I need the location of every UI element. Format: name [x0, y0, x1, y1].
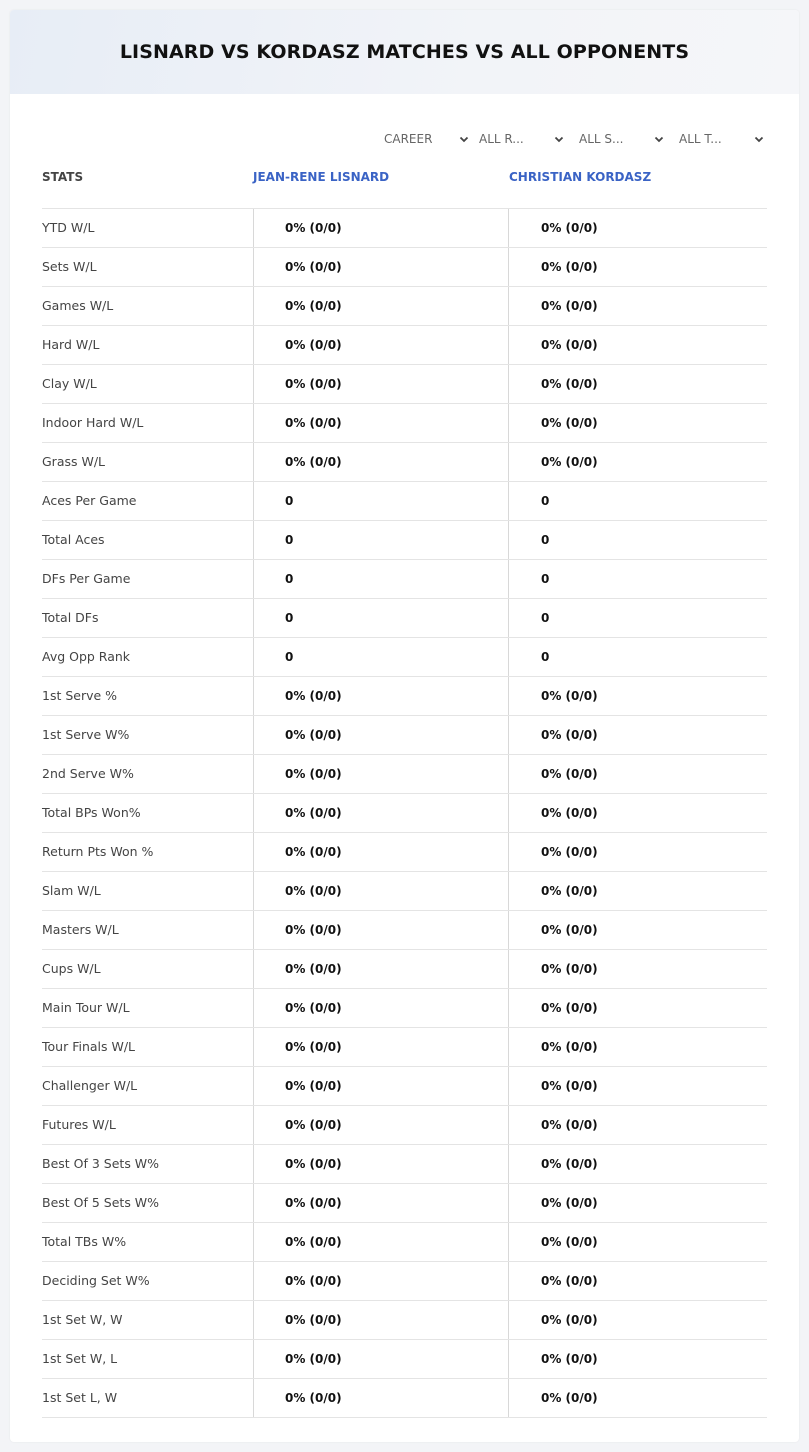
- player1-stat-value: 0% (0/0): [285, 1157, 342, 1171]
- chevron-down-icon: [653, 133, 665, 145]
- table-row: [42, 599, 767, 638]
- card-header: [10, 10, 799, 94]
- column-divider: [508, 872, 509, 910]
- player1-stat-value: 0% (0/0): [285, 962, 342, 976]
- stat-label: Total BPs Won%: [42, 805, 141, 820]
- player2-stat-value: 0% (0/0): [541, 845, 598, 859]
- table-row: [42, 365, 767, 404]
- stat-label: Cups W/L: [42, 961, 101, 976]
- stat-label: Masters W/L: [42, 922, 119, 937]
- column-divider: [508, 1301, 509, 1339]
- column-divider: [508, 443, 509, 481]
- player2-stat-value: 0% (0/0): [541, 1040, 598, 1054]
- player1-stat-value: 0% (0/0): [285, 377, 342, 391]
- column-divider: [508, 1184, 509, 1222]
- player2-stat-value: 0% (0/0): [541, 221, 598, 235]
- stat-label: Futures W/L: [42, 1117, 116, 1132]
- player2-stat-value: 0% (0/0): [541, 1118, 598, 1132]
- player1-stat-value: 0: [285, 494, 294, 508]
- stat-label: Total TBs W%: [42, 1234, 127, 1249]
- stat-label: Sets W/L: [42, 259, 97, 274]
- stat-label: Slam W/L: [42, 883, 101, 898]
- column-divider: [253, 560, 254, 598]
- column-divider: [508, 794, 509, 832]
- player2-stat-value: 0: [541, 611, 550, 625]
- stat-label: 1st Set W, W: [42, 1312, 123, 1327]
- player1-stat-value: 0% (0/0): [285, 1391, 342, 1405]
- player1-stat-value: 0% (0/0): [285, 1352, 342, 1366]
- column-divider: [508, 248, 509, 286]
- surface-filter-select[interactable]: [579, 128, 665, 150]
- column-divider: [253, 1145, 254, 1183]
- table-row: [42, 208, 767, 248]
- player1-stat-value: 0% (0/0): [285, 1040, 342, 1054]
- column-divider: [253, 1223, 254, 1261]
- player2-stat-value: 0% (0/0): [541, 962, 598, 976]
- column-divider: [508, 677, 509, 715]
- column-divider: [508, 833, 509, 871]
- player1-stat-value: 0% (0/0): [285, 923, 342, 937]
- table-row: [42, 950, 767, 989]
- filter-label: ALL S...: [579, 132, 624, 146]
- player1-stat-value: 0% (0/0): [285, 338, 342, 352]
- column-divider: [253, 1340, 254, 1378]
- table-row: [42, 1145, 767, 1184]
- column-divider: [253, 716, 254, 754]
- table-row: [42, 1340, 767, 1379]
- stat-label: 2nd Serve W%: [42, 766, 134, 781]
- column-divider: [508, 404, 509, 442]
- player2-stat-value: 0: [541, 533, 550, 547]
- column-divider: [508, 287, 509, 325]
- column-divider: [253, 209, 254, 247]
- table-row: [42, 560, 767, 599]
- table-row: [42, 833, 767, 872]
- player1-stat-value: 0% (0/0): [285, 728, 342, 742]
- player1-stat-value: 0% (0/0): [285, 299, 342, 313]
- table-row: [42, 326, 767, 365]
- player2-stat-value: 0% (0/0): [541, 1313, 598, 1327]
- table-row: [42, 482, 767, 521]
- player2-stat-value: 0% (0/0): [541, 1274, 598, 1288]
- player1-stat-value: 0% (0/0): [285, 689, 342, 703]
- column-divider: [253, 1028, 254, 1066]
- column-divider: [508, 365, 509, 403]
- stat-label: 1st Set L, W: [42, 1390, 118, 1405]
- player2-stat-value: 0% (0/0): [541, 1235, 598, 1249]
- table-row: [42, 1262, 767, 1301]
- filter-label: ALL T...: [679, 132, 722, 146]
- stat-label: Grass W/L: [42, 454, 106, 469]
- column-divider: [508, 521, 509, 559]
- player2-stat-value: 0: [541, 572, 550, 586]
- table-row: [42, 677, 767, 716]
- player1-stat-value: 0% (0/0): [285, 221, 342, 235]
- player1-stat-value: 0% (0/0): [285, 1313, 342, 1327]
- player2-stat-value: 0% (0/0): [541, 923, 598, 937]
- player1-stat-value: 0: [285, 611, 294, 625]
- stats-card: [10, 10, 799, 1442]
- round-filter-select[interactable]: [479, 128, 565, 150]
- column-divider: [253, 1106, 254, 1144]
- stat-label: Return Pts Won %: [42, 844, 154, 859]
- stat-label: Challenger W/L: [42, 1078, 138, 1093]
- stat-label: 1st Serve %: [42, 688, 118, 703]
- column-divider: [253, 443, 254, 481]
- stat-label: Total Aces: [42, 532, 105, 547]
- player2-stat-value: 0% (0/0): [541, 1001, 598, 1015]
- column-divider: [508, 1067, 509, 1105]
- column-divider: [508, 1262, 509, 1300]
- column-divider: [253, 1379, 254, 1417]
- table-row: [42, 716, 767, 755]
- column-divider: [253, 326, 254, 364]
- player2-stat-value: 0% (0/0): [541, 338, 598, 352]
- player2-stat-value: 0% (0/0): [541, 884, 598, 898]
- stat-label: DFs Per Game: [42, 571, 131, 586]
- table-row: [42, 1301, 767, 1340]
- stat-label: 1st Set W, L: [42, 1351, 118, 1366]
- column-divider: [253, 755, 254, 793]
- player2-stat-value: 0% (0/0): [541, 1352, 598, 1366]
- column-divider: [253, 911, 254, 949]
- player1-stat-value: 0% (0/0): [285, 1196, 342, 1210]
- column-divider: [508, 560, 509, 598]
- player2-stat-value: 0% (0/0): [541, 806, 598, 820]
- filter-bar: [384, 128, 774, 150]
- column-divider: [508, 989, 509, 1027]
- player1-stat-value: 0% (0/0): [285, 416, 342, 430]
- player1-stat-value: 0% (0/0): [285, 260, 342, 274]
- table-row: [42, 1223, 767, 1262]
- table-row: [42, 794, 767, 833]
- column-divider: [508, 482, 509, 520]
- stat-label: Total DFs: [42, 610, 99, 625]
- column-divider: [508, 1223, 509, 1261]
- chevron-down-icon: [753, 133, 765, 145]
- player1-stat-value: 0: [285, 650, 294, 664]
- column-divider: [253, 1067, 254, 1105]
- table-row: [42, 638, 767, 677]
- player2-stat-value: 0: [541, 494, 550, 508]
- column-divider: [253, 794, 254, 832]
- table-row: [42, 521, 767, 560]
- column-divider: [508, 911, 509, 949]
- filter-label: CAREER: [384, 132, 433, 146]
- player2-stat-value: 0% (0/0): [541, 767, 598, 781]
- column-divider: [508, 1340, 509, 1378]
- player1-stat-value: 0% (0/0): [285, 806, 342, 820]
- column-divider: [508, 1145, 509, 1183]
- table-row: [42, 1028, 767, 1067]
- player1-stat-value: 0% (0/0): [285, 1235, 342, 1249]
- column-divider: [253, 677, 254, 715]
- player1-stat-value: 0% (0/0): [285, 1079, 342, 1093]
- column-divider: [508, 755, 509, 793]
- column-divider: [253, 638, 254, 676]
- column-divider: [508, 950, 509, 988]
- player1-stat-value: 0% (0/0): [285, 1001, 342, 1015]
- player2-stat-value: 0% (0/0): [541, 299, 598, 313]
- table-row: [42, 248, 767, 287]
- career-filter-select[interactable]: [384, 128, 470, 150]
- player1-stat-value: 0: [285, 572, 294, 586]
- player2-stat-value: 0% (0/0): [541, 728, 598, 742]
- column-divider: [253, 365, 254, 403]
- column-divider: [253, 989, 254, 1027]
- column-divider: [508, 209, 509, 247]
- table-row: [42, 1067, 767, 1106]
- stat-label: 1st Serve W%: [42, 727, 130, 742]
- player2-stat-value: 0% (0/0): [541, 1196, 598, 1210]
- stats-table-header: [42, 170, 767, 208]
- column-divider: [253, 950, 254, 988]
- filter-label: ALL R...: [479, 132, 524, 146]
- stat-label: YTD W/L: [42, 220, 95, 235]
- table-row: [42, 989, 767, 1028]
- table-row: [42, 1379, 767, 1418]
- column-divider: [253, 521, 254, 559]
- column-divider: [253, 872, 254, 910]
- player2-stat-value: 0% (0/0): [541, 689, 598, 703]
- player2-stat-value: 0% (0/0): [541, 1157, 598, 1171]
- stat-label: Indoor Hard W/L: [42, 415, 144, 430]
- stat-label: Deciding Set W%: [42, 1273, 150, 1288]
- column-divider: [253, 1301, 254, 1339]
- column-divider: [253, 1262, 254, 1300]
- player2-link[interactable]: CHRISTIAN KORDASZ: [509, 170, 652, 184]
- page-title: LISNARD VS KORDASZ MATCHES VS ALL OPPONENTS: [119, 41, 690, 63]
- stats-column-header: STATS: [42, 170, 84, 184]
- column-divider: [253, 833, 254, 871]
- stat-label: Hard W/L: [42, 337, 100, 352]
- table-row: [42, 404, 767, 443]
- player2-stat-value: 0% (0/0): [541, 260, 598, 274]
- player1-stat-value: 0% (0/0): [285, 884, 342, 898]
- player1-stat-value: 0: [285, 533, 294, 547]
- chevron-down-icon: [553, 133, 565, 145]
- stat-label: Main Tour W/L: [42, 1000, 130, 1015]
- stat-label: Tour Finals W/L: [42, 1039, 136, 1054]
- column-divider: [253, 287, 254, 325]
- player1-stat-value: 0% (0/0): [285, 1118, 342, 1132]
- table-row: [42, 872, 767, 911]
- column-divider: [253, 248, 254, 286]
- stat-label: Aces Per Game: [42, 493, 137, 508]
- stat-label: Best Of 3 Sets W%: [42, 1156, 160, 1171]
- column-divider: [508, 1106, 509, 1144]
- column-divider: [508, 326, 509, 364]
- column-divider: [508, 599, 509, 637]
- column-divider: [253, 404, 254, 442]
- column-divider: [508, 1028, 509, 1066]
- player1-stat-value: 0% (0/0): [285, 1274, 342, 1288]
- player2-stat-value: 0% (0/0): [541, 455, 598, 469]
- column-divider: [508, 638, 509, 676]
- player2-stat-value: 0% (0/0): [541, 1079, 598, 1093]
- player2-stat-value: 0% (0/0): [541, 1391, 598, 1405]
- tournament-filter-select[interactable]: [679, 128, 765, 150]
- stat-label: Games W/L: [42, 298, 114, 313]
- column-divider: [253, 1184, 254, 1222]
- stat-label: Best Of 5 Sets W%: [42, 1195, 160, 1210]
- table-row: [42, 911, 767, 950]
- stats-table: [42, 208, 767, 1418]
- table-row: [42, 1106, 767, 1145]
- column-divider: [253, 482, 254, 520]
- player1-stat-value: 0% (0/0): [285, 455, 342, 469]
- chevron-down-icon: [458, 133, 470, 145]
- table-row: [42, 1184, 767, 1223]
- player2-stat-value: 0% (0/0): [541, 377, 598, 391]
- player2-stat-value: 0% (0/0): [541, 416, 598, 430]
- stat-label: Avg Opp Rank: [42, 649, 131, 664]
- player2-stat-value: 0: [541, 650, 550, 664]
- table-row: [42, 287, 767, 326]
- table-row: [42, 443, 767, 482]
- column-divider: [508, 1379, 509, 1417]
- player1-stat-value: 0% (0/0): [285, 845, 342, 859]
- column-divider: [253, 599, 254, 637]
- player1-link[interactable]: JEAN-RENE LISNARD: [253, 170, 390, 184]
- stat-label: Clay W/L: [42, 376, 97, 391]
- player1-stat-value: 0% (0/0): [285, 767, 342, 781]
- column-divider: [508, 716, 509, 754]
- table-row: [42, 755, 767, 794]
